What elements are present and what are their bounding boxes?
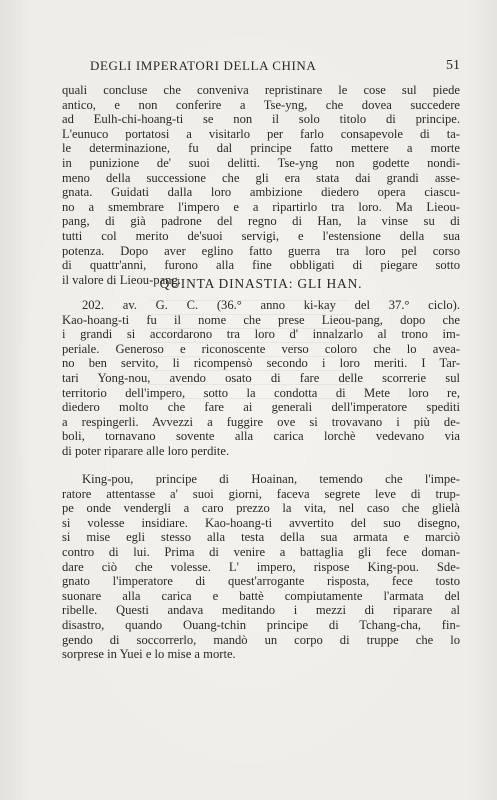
text-line: no ben servito, li ricompensò secondo i loro meriti. I Tar- [62, 356, 460, 371]
text-line: le determinazione, fu dal principe fatto mettere a morte [62, 141, 460, 156]
text-line: potenza. Dopo aver eglino fatto guerra tra loro pel corso [62, 243, 460, 258]
paragraph-king-pou [62, 472, 460, 662]
text-line: quali concluse che conveniva repristinare le cose sul piede [62, 83, 460, 97]
section-heading: QUINTA DINASTIA: GLI HAN. [159, 276, 363, 291]
text-line: periale. Generoso e riconoscente verso coloro che lo avea- [62, 341, 460, 356]
text-line: suonare alla carica e battè compiutamente l'armata del [62, 588, 460, 603]
text-line: ad Eulh-chi-hoang-ti se non il solo titolo di principe. [62, 112, 460, 127]
text-line: i grandi si accordarono tra loro d' innalzarlo al trono im- [62, 327, 460, 342]
text-line: si mise egli stesso alla testa della sua armata e marciò [62, 530, 460, 545]
text-line: L'eunuco portatosi a visitarlo per farlo consapevole di ta- [62, 126, 460, 141]
text-line: gendo di soccorrerlo, mandò un corpo di truppe che lo [62, 632, 460, 647]
paragraph-continuation [62, 83, 460, 287]
text-line: tari Yong-nou, avendo osato di fare delle scorrerie sul [62, 370, 460, 385]
text-line: contro di lui. Prima di venire a battaglia gli fece doman- [62, 544, 460, 559]
text-line: di quattr'anni, furono alla fine obbligati di piegare sotto [62, 258, 460, 273]
text-line: in punizione de' suoi delitti. Tse-yng non godette nondi- [62, 155, 460, 170]
text-line: sorprese in Yuei e lo mise a morte. [62, 647, 236, 662]
text-line: diedero molto che fare ai generali dell'imperatore spediti [62, 400, 460, 415]
text-line: pe onde vendergli a caro prezzo la vita, nel caso che glielà [62, 501, 460, 516]
text-line: ratore attentasse a' suoi giorni, faceva segrete leve di trup- [62, 486, 460, 501]
text-line: ribelle. Questi andava meditando i mezzi di riparare al [62, 603, 460, 618]
text-line: territorio dell'impero, sotto la condotta di Mete loro re, [62, 385, 460, 400]
text-line: meno della successione che gli era stata dai grandi asse- [62, 170, 460, 185]
running-title: DEGLI IMPERATORI DELLA CHINA [90, 58, 317, 73]
running-head [60, 58, 460, 78]
text-line: tutti col merito de'suoi servigi, e l'estensione della sua [62, 228, 460, 243]
text-line: boli, tornavano sovente alla carica lorchè vedevano via [62, 429, 460, 444]
text-line: gnata. Guidati dalla loro ambizione diedero opera ciascu- [62, 185, 460, 200]
text-line: gnato l'imperatore di quest'arrogante risposta, fece tosto [62, 574, 460, 589]
text-line: 202. av. G. C. (36.° anno ki-kay del 37.° ciclo). [82, 298, 460, 312]
text-line: disastro, quando Ouang-tchin principe di Tchang-cha, fin- [62, 617, 460, 632]
text-line: no a smembrare l'impero e a ripartirlo tra loro. Ma Lieou- [62, 199, 460, 214]
text-line: King-pou, principe di Hoainan, temendo che l'impe- [82, 472, 460, 486]
text-line: pang, di già padrone del regno di Han, la vinse su di [62, 214, 460, 229]
text-line: il valore di Lieou-pang. [62, 272, 181, 287]
text-line: dare ciò che volesse. L' impero, rispose King-pou. Sde- [62, 559, 460, 574]
text-line: si volesse insidiare. Kao-hoang-ti avvertito del suo disegno, [62, 515, 460, 530]
text-line: Kao-hoang-ti fu il nome che prese Lieou-pang, dopo che [62, 312, 460, 327]
text-line: di poter riparare alle loro perdite. [62, 443, 230, 458]
page-number: 51 [446, 58, 460, 73]
text-line: a respingerli. Avvezzi a fuggire ove si trovavano i più de- [62, 414, 460, 429]
paragraph-dynasty-intro [62, 298, 460, 459]
text-line: antico, e non conferire a Tse-yng, che dovea succedere [62, 97, 460, 112]
